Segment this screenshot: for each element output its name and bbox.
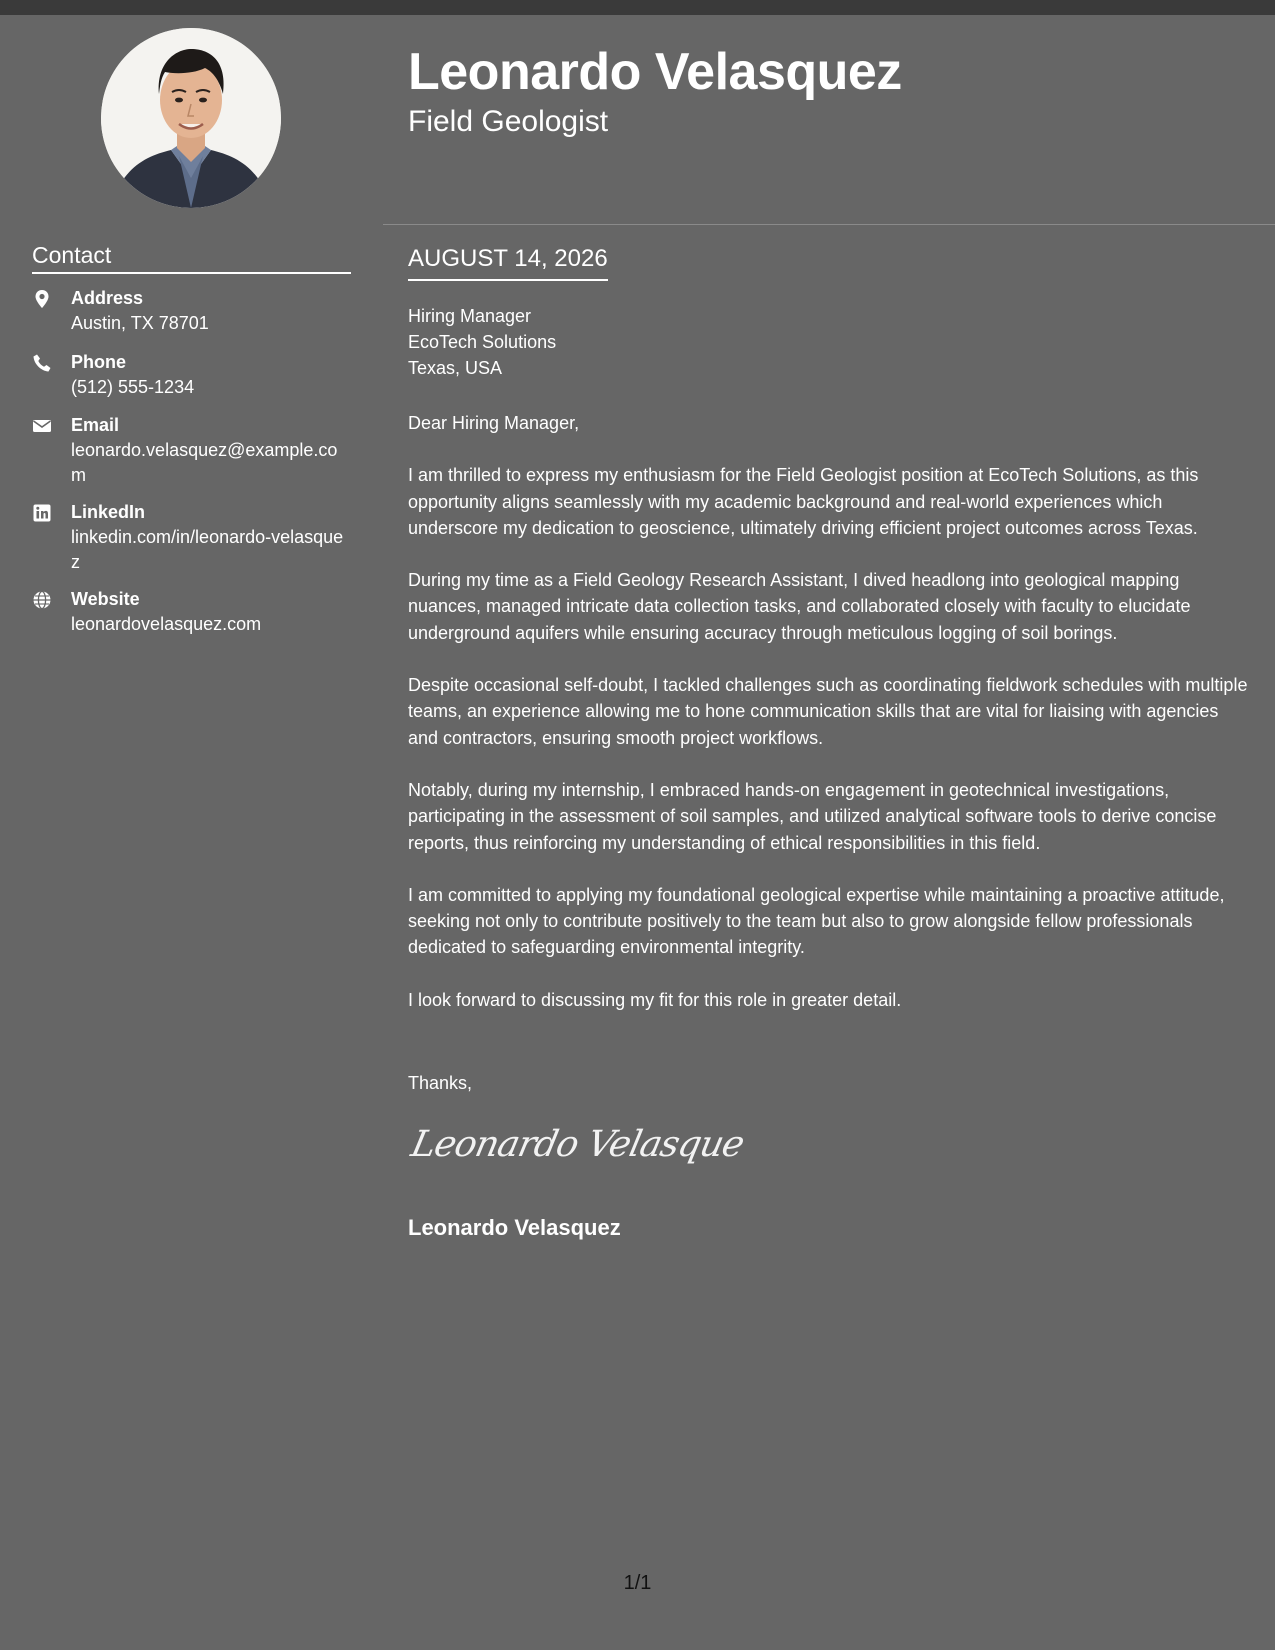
recipient-block xyxy=(408,303,556,381)
recipient-company: EcoTech Solutions xyxy=(408,332,557,352)
body-paragraph: Despite occasional self-doubt, I tackled challenges such as coordinating fieldwork schedules with multiple teams, an experience allowing me to hone communication skills that are vital for liaising with agencies and contractors, ensuring smooth project workflows. xyxy=(408,675,1248,748)
contact-label-address: Address xyxy=(71,288,144,308)
closing: Thanks, xyxy=(408,1073,473,1093)
contact-value-email[interactable]: leonardo.velasquez@example.com xyxy=(71,440,338,485)
contact-label-email: Email xyxy=(71,415,120,435)
location-pin-icon xyxy=(32,289,52,309)
body-paragraph: During my time as a Field Geology Research Assistant, I dived headlong into geological mapping nuances, managed intricate data collection tasks, and collaborated closely with faculty to elucidate underground aquifers while ensuring accuracy through meticulous logging of soil borings. xyxy=(408,570,1191,643)
letter-date: AUGUST 14, 2026 xyxy=(408,243,608,281)
candidate-name: Leonardo Velasquez xyxy=(408,43,902,101)
letter-body xyxy=(408,410,1248,1039)
handwritten-signature: Leonardo Velasque xyxy=(407,1124,748,1165)
body-paragraph: I am thrilled to express my enthusiasm for the Field Geologist position at EcoTech Solutions, as this opportunity aligns seamlessly with my academic background and real-world experiences which underscore my dedication to geoscience, ultimately driving efficient project outcomes across Texas. xyxy=(408,465,1199,538)
linkedin-icon xyxy=(32,503,52,523)
contact-label-linkedin: LinkedIn xyxy=(71,502,146,522)
envelope-icon xyxy=(32,416,52,436)
contact-heading: Contact xyxy=(32,240,351,274)
body-paragraph: Notably, during my internship, I embraced hands-on engagement in geotechnical investigations, participating in the assessment of soil samples, and utilized analytical software tools to derive concise reports, thus reinforcing my understanding of ethical responsibilities in this field. xyxy=(408,779,1217,853)
contact-label-phone: Phone xyxy=(71,352,127,372)
profile-photo xyxy=(101,28,281,208)
globe-icon xyxy=(32,590,52,610)
header-divider xyxy=(383,224,1275,225)
body-paragraph: I am committed to applying my foundational geological expertise while maintaining a proactive attitude, seeking not only to contribute positively to the team but also to grow alongside fellow professionals dedicated to safeguarding environmental integrity. xyxy=(408,884,1225,958)
signer-name: Leonardo Velasquez xyxy=(408,1215,621,1240)
page-number: 1/1 xyxy=(623,1572,652,1594)
salutation: Dear Hiring Manager, xyxy=(408,413,580,433)
contact-value-linkedin[interactable]: linkedin.com/in/leonardo-velasquez xyxy=(71,527,344,572)
recipient-name: Hiring Manager xyxy=(408,306,532,326)
contact-value-address: Austin, TX 78701 xyxy=(71,313,209,333)
recipient-location: Texas, USA xyxy=(408,358,503,378)
body-paragraph: I look forward to discussing my fit for this role in greater detail. xyxy=(408,989,902,1010)
contact-value-phone: (512) 555-1234 xyxy=(71,377,195,397)
contact-value-website[interactable]: leonardovelasquez.com xyxy=(71,614,262,634)
phone-icon xyxy=(32,353,52,373)
job-title: Field Geologist xyxy=(408,105,609,138)
top-strip xyxy=(0,0,1275,15)
contact-label-website: Website xyxy=(71,589,140,609)
